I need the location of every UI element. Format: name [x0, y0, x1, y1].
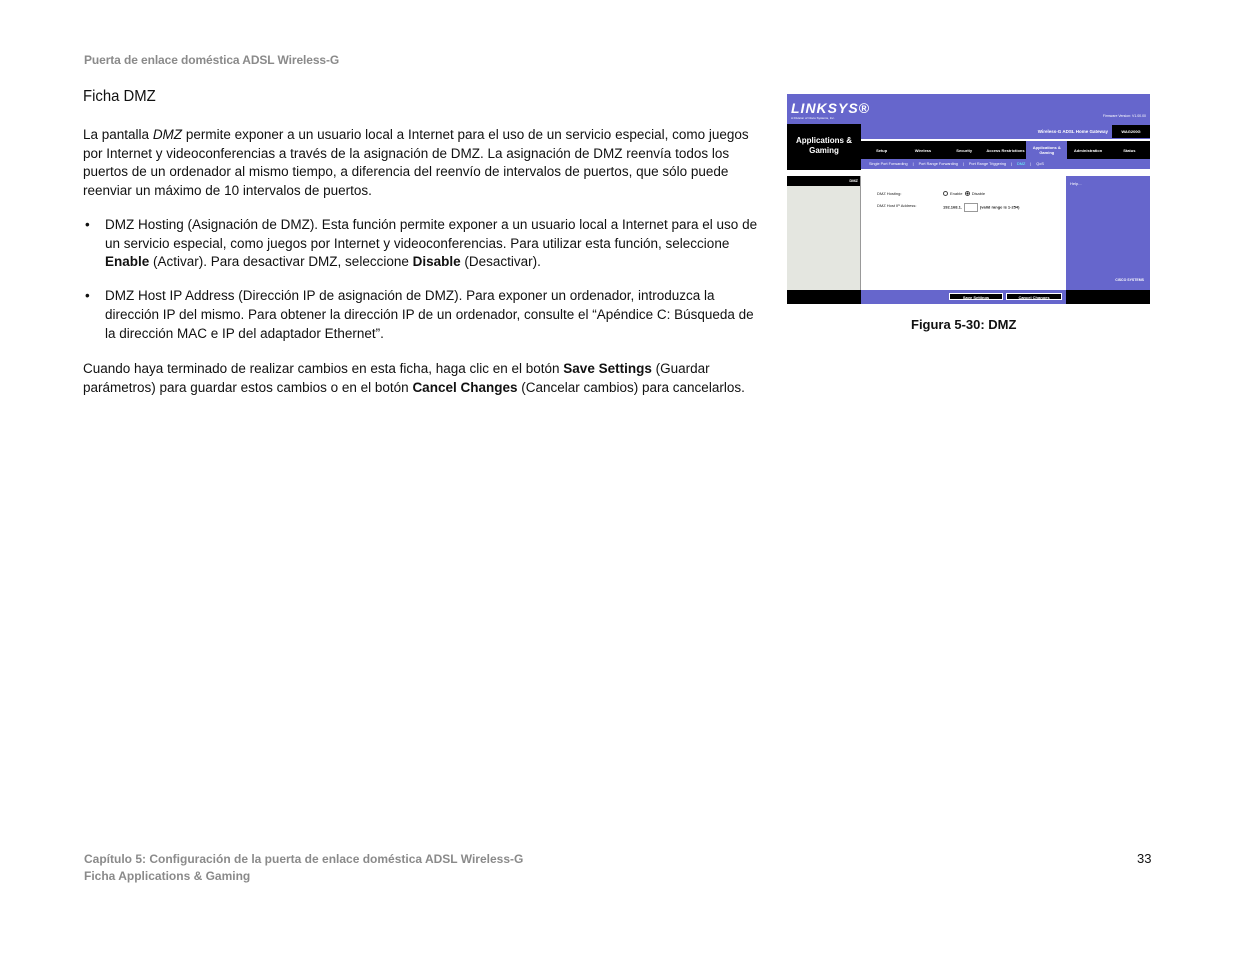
- page-number: 33: [1137, 851, 1152, 866]
- enable-radio[interactable]: [943, 191, 948, 196]
- footer-chapter: Capítulo 5: Configuración de la puerta de enlace doméstica ADSL Wireless-G: [84, 852, 524, 866]
- intro-paragraph: La pantalla DMZ permite exponer a un usuario local a Internet para el uso de un servicio especial, como juegos por Internet y videoconferencias a través de la asignación de DMZ. La asignación de DMZ reenvía todos los puertos de un ordenador al mismo tiempo, a diferencia del reenvío de intervalos de puertos, que sólo puede reenviar un máximo de 10 intervalos de puertos.: [83, 127, 749, 199]
- subtab-separator: |: [1011, 162, 1013, 166]
- dmz-hosting-label: DMZ Hosting:: [877, 191, 902, 196]
- tab-applications-gaming[interactable]: Applications & Gaming: [1026, 141, 1067, 159]
- ip-prefix: 192.168.1.: [943, 204, 962, 210]
- product-name: Wireless-G ADSL Home Gateway: [1037, 129, 1108, 134]
- page-footer: [84, 851, 523, 885]
- subtab-dmz[interactable]: DMZ: [1017, 162, 1026, 166]
- help-panel: [1066, 176, 1150, 290]
- button-bar: [861, 290, 1066, 304]
- left-section-label: DMZ: [787, 176, 861, 186]
- closing-paragraph: Cuando haya terminado de realizar cambios en esta ficha, haga clic en el botón Save Settings (Guardar parámetros) para guardar estos cambios o en el botón Cancel Changes (Cancelar cambios) para cancelarlos.: [83, 361, 745, 395]
- cisco-logo: CISCO SYSTEMS: [1115, 278, 1144, 282]
- figure-caption: Figura 5-30: DMZ: [911, 317, 1017, 332]
- host-ip-label: DMZ Host IP Address:: [877, 203, 917, 208]
- content-panel: [861, 176, 1065, 290]
- section-title: Ficha DMZ: [83, 88, 156, 105]
- dmz-screenshot: [787, 94, 1150, 304]
- section-name: Applications & Gaming: [787, 124, 861, 170]
- screenshot-topbar: [787, 94, 1150, 124]
- sub-tabs: [861, 159, 1150, 169]
- ip-range-hint: (valid range is 1-254): [979, 204, 1020, 210]
- main-tabs: [861, 141, 1150, 159]
- bullet-dmz-hosting: • DMZ Hosting (Asignación de DMZ). Esta función permite exponer a un usuario local a Internet para el uso de un servicio especial, como juegos por Internet y videoconferencias. Para utilizar esta función, seleccione Enable (Activar). Para desactivar DMZ, seleccione Disable (Desactivar).: [85, 217, 758, 270]
- dmz-hosting-row: [877, 191, 986, 196]
- bullet-list: [83, 216, 765, 358]
- tab-wireless[interactable]: Wireless: [914, 147, 932, 153]
- bullet-dot: •: [85, 288, 90, 304]
- left-panel: [787, 186, 860, 290]
- model-number: WAG200G: [1112, 125, 1150, 138]
- disable-radio[interactable]: [965, 191, 970, 196]
- logo-subtitle: A Division of Cisco Systems, Inc.: [791, 116, 835, 120]
- bullet-dmz-host-ip: • DMZ Host IP Address (Dirección IP de asignación de DMZ). Para exponer un ordenador, introduzca la dirección IP del mismo. Para obtener la dirección IP de un ordenador, consulte el “Apéndice C: Búsqueda de la dirección MAC e IP del adaptador Ethernet”.: [85, 288, 754, 341]
- tab-status[interactable]: Status: [1123, 147, 1136, 153]
- subtab-port-range-forwarding[interactable]: Port Range Forwarding: [918, 162, 958, 166]
- running-header: Puerta de enlace doméstica ADSL Wireless-G: [84, 53, 340, 67]
- dmz-emphasis: DMZ: [152, 127, 183, 142]
- cancel-changes-button[interactable]: Cancel Changes: [1006, 293, 1062, 300]
- tab-administration[interactable]: Administration: [1073, 147, 1103, 153]
- firmware-version: Firmware Version: V1.00.00: [1102, 114, 1146, 118]
- ip-last-octet-input[interactable]: [964, 203, 978, 212]
- subtab-single-port-forwarding[interactable]: Single Port Forwarding: [869, 162, 908, 166]
- help-link[interactable]: Help...: [1070, 181, 1082, 186]
- footer-section: Ficha Applications & Gaming: [84, 869, 251, 883]
- bullet-dot: •: [85, 217, 90, 232]
- subtab-qos[interactable]: QoS: [1036, 162, 1044, 166]
- subtab-separator: |: [1030, 162, 1032, 166]
- tab-access-restrictions[interactable]: Access Restrictions: [986, 147, 1025, 153]
- disable-label: Disable: [971, 191, 986, 196]
- enable-label: Enable: [950, 191, 963, 196]
- subtab-separator: |: [962, 162, 964, 166]
- tab-setup[interactable]: Setup: [876, 147, 888, 153]
- subtab-port-range-triggering[interactable]: Port Range Triggering: [968, 162, 1007, 166]
- tab-security[interactable]: Security: [956, 147, 973, 153]
- linksys-logo: LINKSYS®: [791, 100, 870, 116]
- save-settings-button[interactable]: Save Settings: [949, 293, 1003, 300]
- subtab-separator: |: [912, 162, 914, 166]
- dmz-host-ip-row: [877, 203, 1020, 210]
- product-bar: [861, 124, 1150, 139]
